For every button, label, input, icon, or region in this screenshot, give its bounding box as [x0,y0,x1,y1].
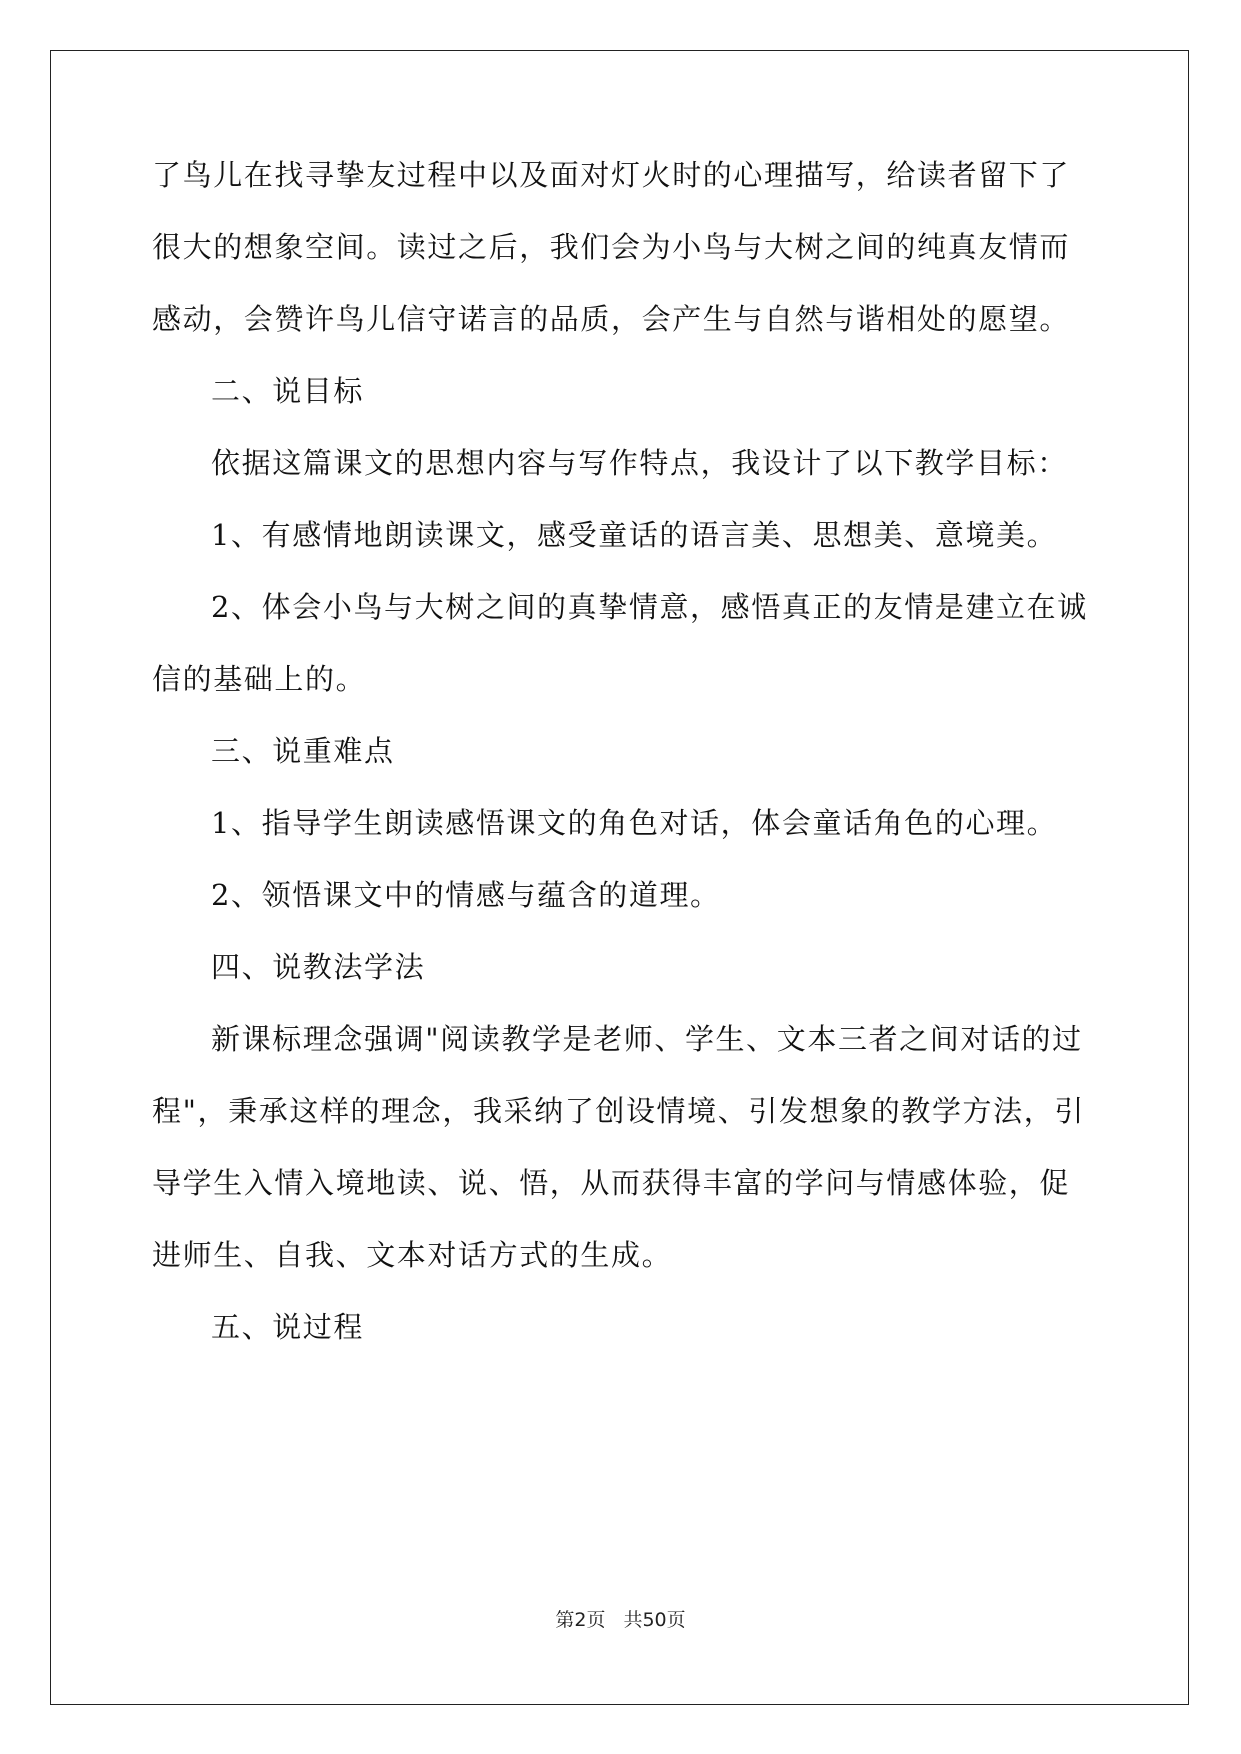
paragraph-line: 依据这篇课文的思想内容与写作特点，我设计了以下教学目标： [211,446,1068,480]
list-item: 1、有感情地朗读课文，感受童话的语言美、思想美、意境美。 [211,518,1058,552]
section-heading: 四、说教法学法 [211,950,426,984]
paragraph-line: 导学生入情入境地读、说、悟，从而获得丰富的学问与情感体验，促 [152,1166,1071,1200]
paragraph-line: 了鸟儿在找寻挚友过程中以及面对灯火时的心理描写，给读者留下了 [152,158,1071,192]
paragraph-line: 感动，会赞许鸟儿信守诺言的品质，会产生与自然与谐相处的愿望。 [152,302,1071,336]
list-item: 2、领悟课文中的情感与蕴含的道理。 [211,878,721,912]
page-footer [0,1608,1241,1632]
paragraph-line: 信的基础上的。 [152,662,367,696]
section-heading: 三、说重难点 [211,734,395,768]
section-heading: 五、说过程 [211,1310,365,1344]
paragraph-line: 很大的想象空间。读过之后，我们会为小鸟与大树之间的纯真友情而 [152,230,1071,264]
page-number: 第2页 [555,1609,606,1631]
page-total: 共50页 [623,1609,686,1631]
paragraph-line: 新课标理念强调"阅读教学是老师、学生、文本三者之间对话的过 [211,1022,1083,1056]
paragraph-line: 进师生、自我、文本对话方式的生成。 [152,1238,673,1272]
section-heading: 二、说目标 [211,374,365,408]
list-item: 2、体会小鸟与大树之间的真挚情意，感悟真正的友情是建立在诚 [211,590,1088,624]
list-item: 1、指导学生朗读感悟课文的角色对话，体会童话角色的心理。 [211,806,1058,840]
paragraph-line: 程"，秉承这样的理念，我采纳了创设情境、引发想象的教学方法，引 [152,1094,1085,1128]
